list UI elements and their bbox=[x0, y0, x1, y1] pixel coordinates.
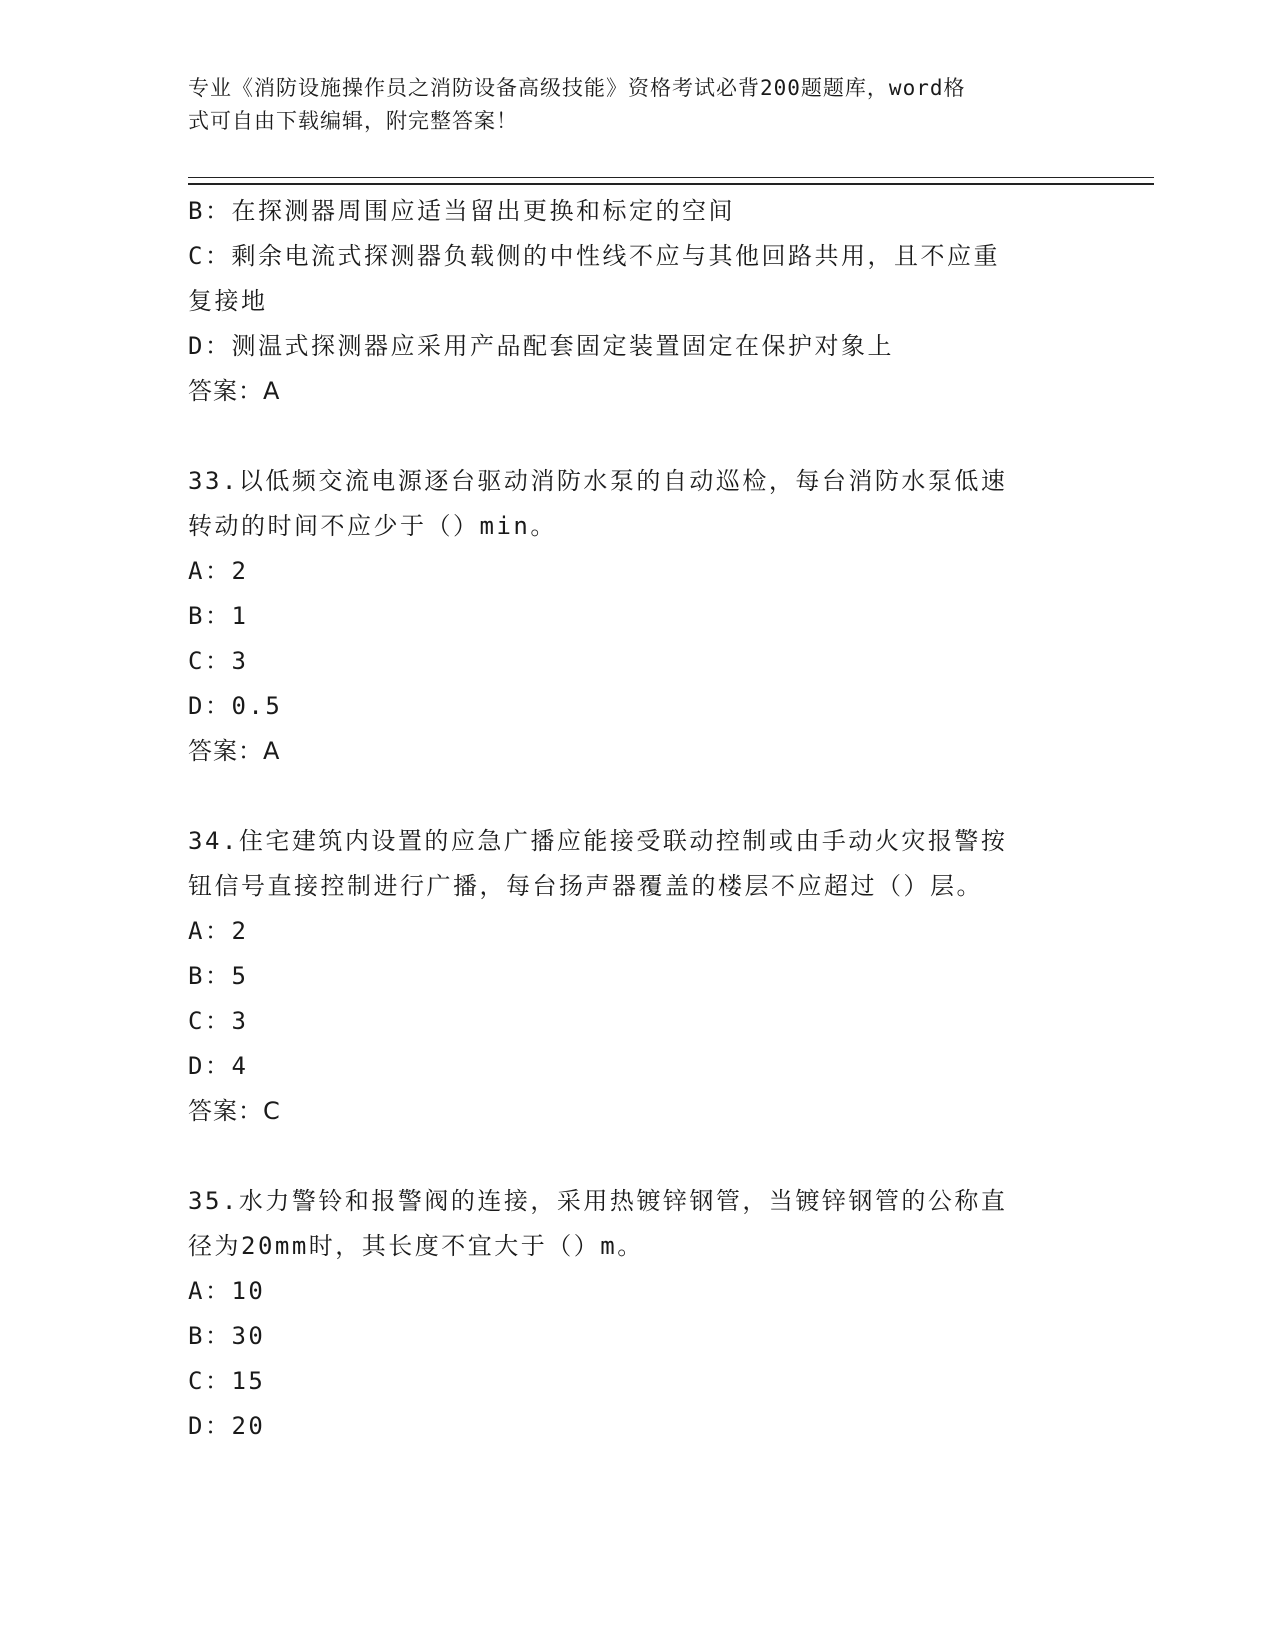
question-stem-line-1: 35.水力警铃和报警阀的连接，采用热镀锌钢管，当镀锌钢管的公称直 bbox=[188, 1187, 1008, 1215]
header-title-line-1: 专业《消防设施操作员之消防设备高级技能》资格考试必背200题题库，word格 bbox=[188, 76, 966, 100]
option-a: A：2 bbox=[188, 557, 249, 585]
question-32-continued bbox=[188, 189, 1068, 414]
option-c: C：15 bbox=[188, 1367, 266, 1395]
spacer bbox=[188, 1134, 1068, 1179]
question-stem-line-2: 钮信号直接控制进行广播，每台扬声器覆盖的楼层不应超过（）层。 bbox=[188, 872, 983, 900]
question-stem-line-1: 34.住宅建筑内设置的应急广播应能接受联动控制或由手动火灾报警按 bbox=[188, 827, 1008, 855]
question-33 bbox=[188, 459, 1068, 774]
question-stem-line-2: 转动的时间不应少于（）min。 bbox=[188, 512, 557, 540]
question-stem-line-1: 33.以低频交流电源逐台驱动消防水泵的自动巡检，每台消防水泵低速 bbox=[188, 467, 1008, 495]
answer: 答案：A bbox=[188, 737, 281, 765]
question-35 bbox=[188, 1179, 1068, 1449]
answer: 答案：A bbox=[188, 377, 281, 405]
option-a: A：2 bbox=[188, 917, 249, 945]
option-a: A：10 bbox=[188, 1277, 266, 1305]
option-d: D：0.5 bbox=[188, 692, 283, 720]
question-34 bbox=[188, 819, 1068, 1134]
option-d: D：测温式探测器应采用产品配套固定装置固定在保护对象上 bbox=[188, 332, 894, 360]
option-c-line-1: C：剩余电流式探测器负载侧的中性线不应与其他回路共用，且不应重 bbox=[188, 242, 1000, 270]
header-title-line-2: 式可自由下载编辑，附完整答案！ bbox=[188, 109, 518, 133]
option-c-line-2: 复接地 bbox=[188, 287, 268, 315]
option-b: B：5 bbox=[188, 962, 249, 990]
question-stem-line-2: 径为20mm时，其长度不宜大于（）m。 bbox=[188, 1232, 644, 1260]
answer: 答案：C bbox=[188, 1097, 281, 1125]
question-list bbox=[188, 189, 1068, 1449]
option-c: C：3 bbox=[188, 647, 249, 675]
header-divider-thick bbox=[188, 183, 1154, 185]
document-header bbox=[188, 72, 1068, 138]
option-b: B：在探测器周围应适当留出更换和标定的空间 bbox=[188, 197, 735, 225]
spacer bbox=[188, 414, 1068, 459]
option-c: C：3 bbox=[188, 1007, 249, 1035]
option-b: B：1 bbox=[188, 602, 249, 630]
option-d: D：4 bbox=[188, 1052, 249, 1080]
header-divider-thin bbox=[188, 177, 1154, 178]
option-d: D：20 bbox=[188, 1412, 266, 1440]
spacer bbox=[188, 774, 1068, 819]
option-b: B：30 bbox=[188, 1322, 266, 1350]
